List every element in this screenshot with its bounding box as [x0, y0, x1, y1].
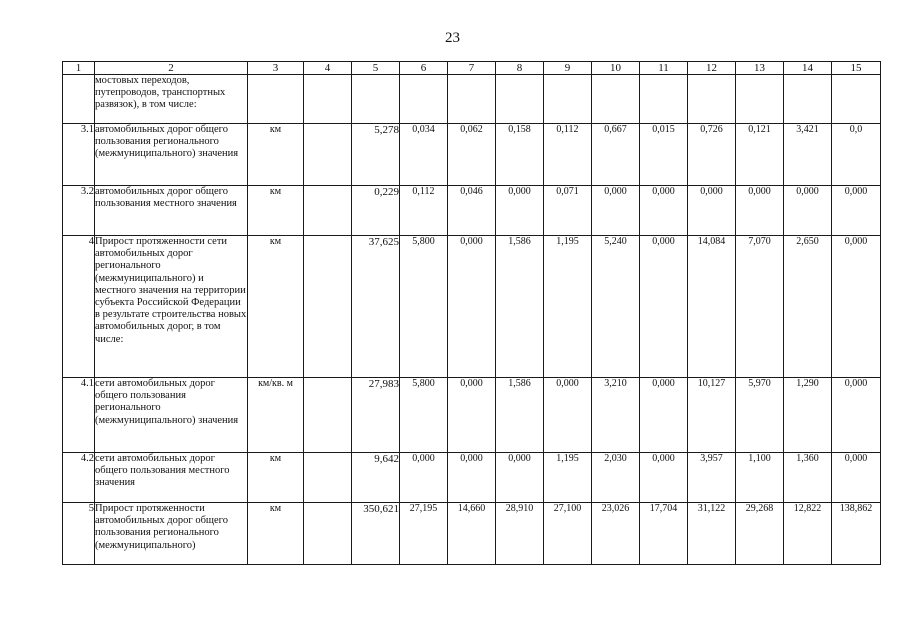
row-value-col13: 29,268 — [736, 503, 784, 565]
row-value-col9: 0,071 — [544, 186, 592, 236]
row-value-col5: 9,642 — [352, 453, 400, 503]
row-value-col13: 5,970 — [736, 378, 784, 453]
row-value-col13: 1,100 — [736, 453, 784, 503]
row-col4 — [304, 75, 352, 124]
row-value-col6: 27,195 — [400, 503, 448, 565]
row-value-col13: 0,000 — [736, 186, 784, 236]
row-description: автомобильных дорог общего пользования регионального (межмуниципального) значения — [95, 124, 248, 186]
row-number: 3.2 — [63, 186, 95, 236]
row-value-col5: 27,983 — [352, 378, 400, 453]
row-value-col7 — [448, 75, 496, 124]
row-description: мостовых переходов, путепроводов, транспортных развязок), в том числе: — [95, 75, 248, 124]
table-body — [63, 75, 881, 565]
header-row — [63, 62, 881, 75]
row-value-col15: 0,000 — [832, 236, 881, 378]
row-value-col11: 0,000 — [640, 236, 688, 378]
row-value-col11: 0,000 — [640, 378, 688, 453]
row-value-col15: 0,000 — [832, 453, 881, 503]
row-value-col11: 0,000 — [640, 453, 688, 503]
row-value-col15 — [832, 75, 881, 124]
row-description: автомобильных дорог общего пользования местного значения — [95, 186, 248, 236]
row-unit: км/кв. м — [248, 378, 304, 453]
row-value-col5 — [352, 75, 400, 124]
row-value-col5: 0,229 — [352, 186, 400, 236]
row-value-col6: 5,800 — [400, 236, 448, 378]
row-value-col12: 0,000 — [688, 186, 736, 236]
column-header-6: 6 — [400, 62, 448, 75]
row-number: 4 — [63, 236, 95, 378]
row-unit — [248, 75, 304, 124]
table-row — [63, 453, 881, 503]
row-value-col9: 0,000 — [544, 378, 592, 453]
table-row — [63, 503, 881, 565]
row-value-col15: 0,000 — [832, 378, 881, 453]
table-row — [63, 186, 881, 236]
row-value-col7: 14,660 — [448, 503, 496, 565]
row-col4 — [304, 503, 352, 565]
row-value-col13: 0,121 — [736, 124, 784, 186]
row-description: сети автомобильных дорог общего пользования местного значения — [95, 453, 248, 503]
row-value-col6: 5,800 — [400, 378, 448, 453]
row-value-col5: 350,621 — [352, 503, 400, 565]
column-header-7: 7 — [448, 62, 496, 75]
row-value-col15: 0,000 — [832, 186, 881, 236]
row-value-col8: 1,586 — [496, 378, 544, 453]
row-value-col6: 0,112 — [400, 186, 448, 236]
row-value-col15: 138,862 — [832, 503, 881, 565]
row-value-col12: 10,127 — [688, 378, 736, 453]
row-col4 — [304, 378, 352, 453]
column-header-3: 3 — [248, 62, 304, 75]
row-unit: км — [248, 236, 304, 378]
row-value-col6 — [400, 75, 448, 124]
row-value-col7: 0,062 — [448, 124, 496, 186]
row-value-col10: 2,030 — [592, 453, 640, 503]
column-header-11: 11 — [640, 62, 688, 75]
column-header-1: 1 — [63, 62, 95, 75]
column-header-13: 13 — [736, 62, 784, 75]
page-number: 23 — [445, 30, 460, 46]
column-header-12: 12 — [688, 62, 736, 75]
row-unit: км — [248, 453, 304, 503]
row-number: 3.1 — [63, 124, 95, 186]
row-value-col8: 28,910 — [496, 503, 544, 565]
column-header-5: 5 — [352, 62, 400, 75]
row-value-col13 — [736, 75, 784, 124]
column-header-4: 4 — [304, 62, 352, 75]
row-unit: км — [248, 503, 304, 565]
column-header-14: 14 — [784, 62, 832, 75]
table-row — [63, 124, 881, 186]
row-number — [63, 75, 95, 124]
row-value-col14: 12,822 — [784, 503, 832, 565]
row-col4 — [304, 186, 352, 236]
row-value-col9: 0,112 — [544, 124, 592, 186]
row-value-col14 — [784, 75, 832, 124]
row-value-col9 — [544, 75, 592, 124]
row-value-col14: 0,000 — [784, 186, 832, 236]
row-value-col12 — [688, 75, 736, 124]
row-unit: км — [248, 186, 304, 236]
row-value-col8: 0,000 — [496, 186, 544, 236]
row-value-col10: 3,210 — [592, 378, 640, 453]
row-value-col10: 0,667 — [592, 124, 640, 186]
row-description: сети автомобильных дорог общего пользования регионального (межмуниципального) значения — [95, 378, 248, 453]
row-value-col6: 0,000 — [400, 453, 448, 503]
row-value-col11: 0,000 — [640, 186, 688, 236]
row-value-col14: 3,421 — [784, 124, 832, 186]
column-header-8: 8 — [496, 62, 544, 75]
row-value-col8: 1,586 — [496, 236, 544, 378]
table-row — [63, 378, 881, 453]
row-description: Прирост протяженности автомобильных дорог общего пользования регионального (межмуниципального) — [95, 503, 248, 565]
row-value-col9: 1,195 — [544, 453, 592, 503]
row-value-col15: 0,0 — [832, 124, 881, 186]
row-value-col10: 0,000 — [592, 186, 640, 236]
row-value-col12: 31,122 — [688, 503, 736, 565]
row-value-col13: 7,070 — [736, 236, 784, 378]
row-value-col12: 14,084 — [688, 236, 736, 378]
row-value-col5: 37,625 — [352, 236, 400, 378]
table-row — [63, 75, 881, 124]
row-value-col8 — [496, 75, 544, 124]
row-value-col14: 2,650 — [784, 236, 832, 378]
row-value-col8: 0,000 — [496, 453, 544, 503]
row-value-col10 — [592, 75, 640, 124]
row-value-col8: 0,158 — [496, 124, 544, 186]
column-header-10: 10 — [592, 62, 640, 75]
row-value-col7: 0,046 — [448, 186, 496, 236]
row-description: Прирост протяженности сети автомобильных дорог регионального (межмуниципального) и местного значения на территории субъекта Российской Федерации в результате строительства новых автомобильных дорог, в том числе: — [95, 236, 248, 378]
row-number: 5 — [63, 503, 95, 565]
row-value-col11: 0,015 — [640, 124, 688, 186]
row-value-col14: 1,290 — [784, 378, 832, 453]
row-value-col11: 17,704 — [640, 503, 688, 565]
row-number: 4.2 — [63, 453, 95, 503]
row-value-col12: 0,726 — [688, 124, 736, 186]
row-value-col11 — [640, 75, 688, 124]
table-row — [63, 236, 881, 378]
row-col4 — [304, 124, 352, 186]
row-value-col14: 1,360 — [784, 453, 832, 503]
row-col4 — [304, 453, 352, 503]
row-value-col9: 1,195 — [544, 236, 592, 378]
row-value-col7: 0,000 — [448, 453, 496, 503]
row-value-col7: 0,000 — [448, 378, 496, 453]
column-header-2: 2 — [95, 62, 248, 75]
data-table — [62, 61, 881, 565]
row-unit: км — [248, 124, 304, 186]
row-col4 — [304, 236, 352, 378]
row-value-col9: 27,100 — [544, 503, 592, 565]
column-header-15: 15 — [832, 62, 881, 75]
row-value-col10: 23,026 — [592, 503, 640, 565]
row-value-col10: 5,240 — [592, 236, 640, 378]
row-value-col7: 0,000 — [448, 236, 496, 378]
column-header-9: 9 — [544, 62, 592, 75]
row-number: 4.1 — [63, 378, 95, 453]
row-value-col6: 0,034 — [400, 124, 448, 186]
row-value-col12: 3,957 — [688, 453, 736, 503]
row-value-col5: 5,278 — [352, 124, 400, 186]
